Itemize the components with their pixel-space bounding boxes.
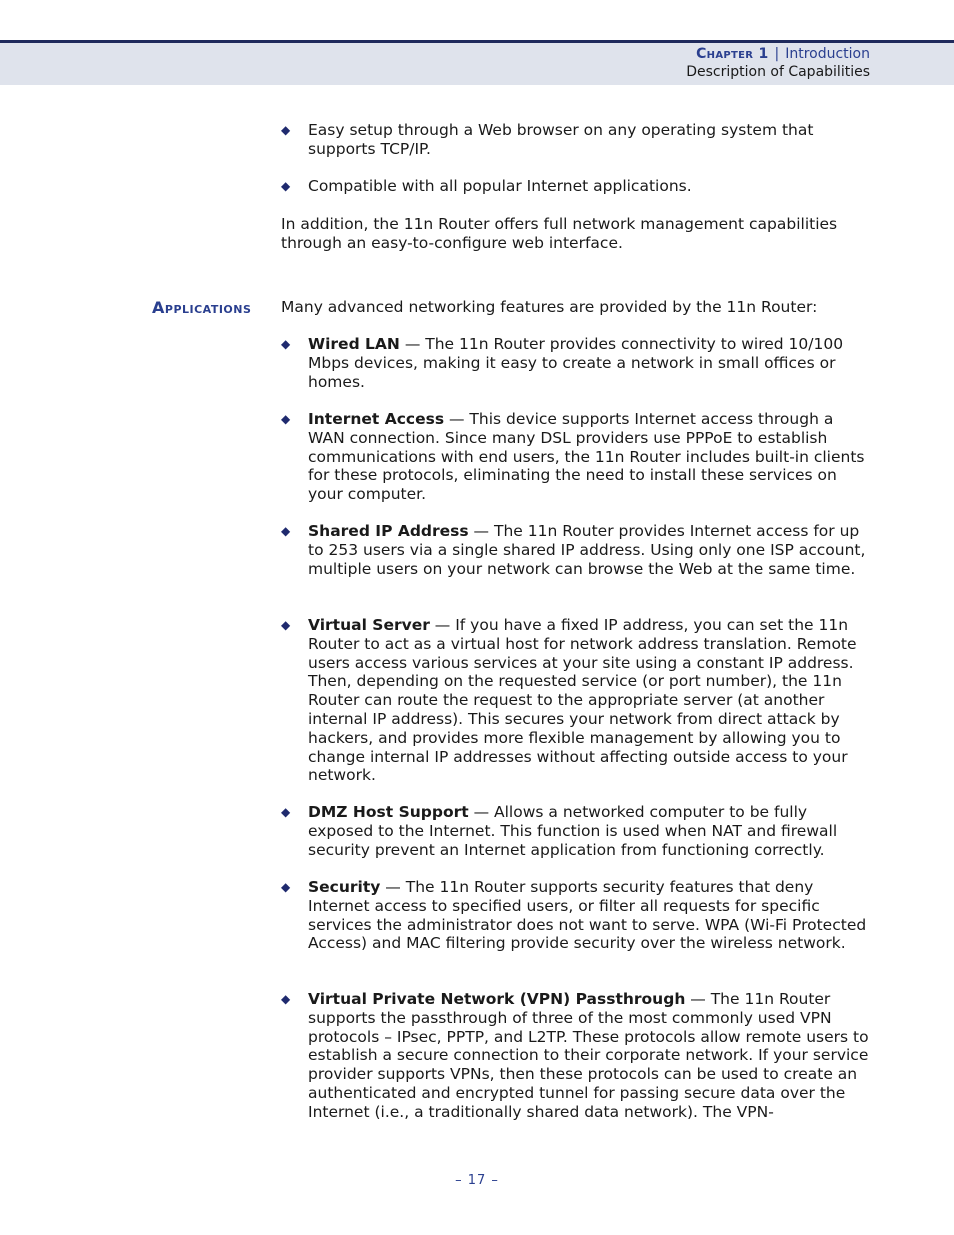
running-header-chapter <box>696 46 870 62</box>
feature-description: — The 11n Router provides Internet access for up to 253 users via a single shared IP address. Using only one ISP account, multiple users on your network can browse the Web at the same time. <box>308 522 866 578</box>
feature-description: — The 11n Router supports the passthrough of three of the most commonly used VPN protocols – IPsec, PPTP, and L2TP. These protocols allow remote users to establish a secure connection to their corporate network. If your service provider supports VPNs, then these protocols can be used to create an authenticated and encrypted tunnel for passing secure data over the Internet (i.e., a traditionally shared data network). The VPN- <box>308 990 869 1121</box>
diamond-bullet-icon: ◆ <box>281 880 291 894</box>
diamond-bullet-icon: ◆ <box>281 805 291 819</box>
applications-lead: Many advanced networking features are provided by the 11n Router: <box>281 298 818 316</box>
chapter-title: Introduction <box>785 46 870 62</box>
feature-term: Virtual Server <box>308 616 430 634</box>
header-separator: | <box>774 46 780 62</box>
feature-term: Shared IP Address <box>308 522 469 540</box>
feature-description: — If you have a fixed IP address, you can set the 11n Router to act as a virtual host for network address translation. Remote users access various services at your site using a constant IP address. Then, depending on the requested service (or port number), the 11n Router can route the request to the appropriate server (at another internal IP address). This secures your network from direct attack by hackers, and provides more flexible management by allowing you to change internal IP addresses without affecting outside access to your network. <box>308 616 857 785</box>
chapter-label: Chapter 1 <box>696 46 769 62</box>
feature-description: — The 11n Router provides connectivity to wired 10/100 Mbps devices, making it easy to create a network in small offices or homes. <box>308 335 844 391</box>
feature-term: Internet Access <box>308 410 445 428</box>
intro-bullet-text: Easy setup through a Web browser on any operating system that supports TCP/IP. <box>308 121 814 158</box>
diamond-bullet-icon: ◆ <box>281 618 291 632</box>
feature-term: Security <box>308 878 381 896</box>
diamond-bullet-icon: ◆ <box>281 992 291 1006</box>
section-title: Description of Capabilities <box>686 64 870 80</box>
feature-description: — Allows a networked computer to be fully exposed to the Internet. This function is used when NAT and firewall security prevent an Internet application from functioning correctly. <box>308 803 838 859</box>
applications-heading: Applications <box>152 298 252 317</box>
feature-description: — This device supports Internet access through a WAN connection. Since many DSL providers use PPPoE to establish communications with end users, the 11n Router includes built-in clients for these protocols, eliminating the need to install these services on your computer. <box>308 410 865 504</box>
diamond-bullet-icon: ◆ <box>281 179 291 193</box>
feature-term: Wired LAN <box>308 335 400 353</box>
intro-paragraph: In addition, the 11n Router offers full network management capabilities through an easy-to-configure web interface. <box>281 215 838 252</box>
intro-bullet-text: Compatible with all popular Internet applications. <box>308 177 692 195</box>
diamond-bullet-icon: ◆ <box>281 524 291 538</box>
diamond-bullet-icon: ◆ <box>281 123 291 137</box>
page-number: – 17 – <box>455 1173 499 1188</box>
feature-term: DMZ Host Support <box>308 803 469 821</box>
feature-term: Virtual Private Network (VPN) Passthrough <box>308 990 686 1008</box>
feature-description: — The 11n Router supports security features that deny Internet access to specified users, or filter all requests for specific services the administrator does not want to serve. WPA (Wi-Fi Protected Access) and MAC filtering provide security over the wireless network. <box>308 878 867 953</box>
diamond-bullet-icon: ◆ <box>281 412 291 426</box>
diamond-bullet-icon: ◆ <box>281 337 291 351</box>
